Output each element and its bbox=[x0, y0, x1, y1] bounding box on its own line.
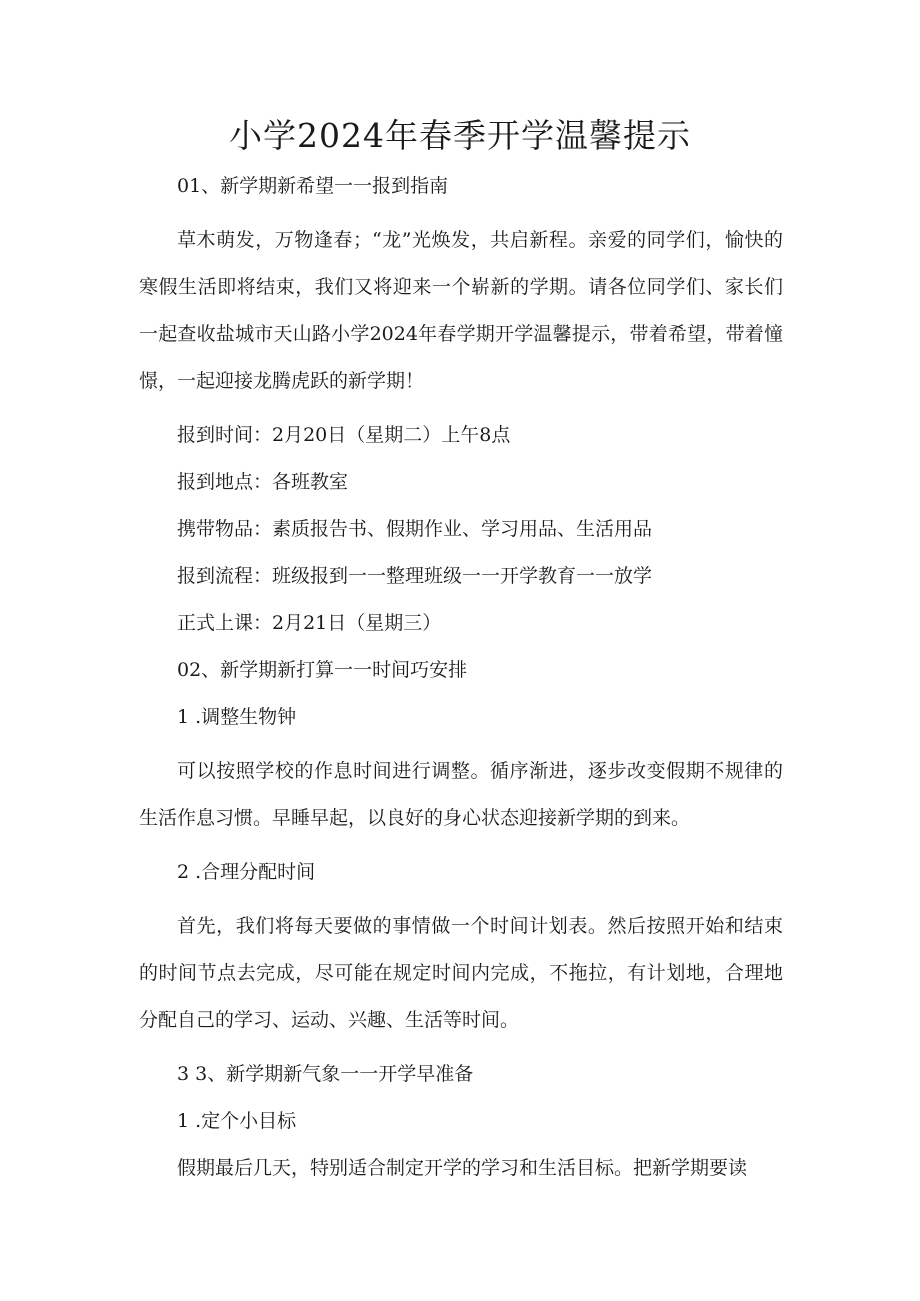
items-to-bring: 携带物品：素质报告书、假期作业、学习用品、生活用品 bbox=[177, 518, 653, 540]
subheading-body-clock: 1 .调整生物钟 bbox=[177, 706, 297, 728]
registration-time: 报到时间：2月20日（星期二）上午8点 bbox=[177, 424, 511, 446]
section-heading-schedule: 02、新学期新打算一一时间巧安排 bbox=[177, 659, 468, 681]
subheading-small-goal: 1 .定个小目标 bbox=[177, 1110, 297, 1132]
section-heading-registration: 01、新学期新希望一一报到指南 bbox=[177, 175, 449, 197]
document-title: 小学2024年春季开学温馨提示 bbox=[229, 116, 691, 155]
document-body bbox=[139, 170, 783, 1199]
subheading-time-allocation: 2 .合理分配时间 bbox=[177, 861, 316, 883]
paragraph-small-goal: 假期最后几天，特别适合制定开学的学习和生活目标。把新学期要读 bbox=[177, 1157, 748, 1179]
section-heading-preparation: 3 3、新学期新气象一一开学早准备 bbox=[177, 1063, 474, 1085]
paragraph-body-clock: 可以按照学校的作息时间进行调整。循序渐进，逐步改变假期不规律的生活作息习惯。早睡早起，以良好的身心状态迎接新学期的到来。 bbox=[139, 760, 783, 829]
class-start-date: 正式上课：2月21日（星期三） bbox=[177, 612, 442, 634]
registration-process: 报到流程：班级报到一一整理班级一一开学教育一一放学 bbox=[177, 565, 653, 587]
registration-location: 报到地点：各班教室 bbox=[177, 471, 349, 493]
paragraph-time-allocation: 首先，我们将每天要做的事情做一个时间计划表。然后按照开始和结束的时间节点去完成，尽可能在规定时间内完成，不拖拉，有计划地，合理地分配自己的学习、运动、兴趣、生活等时间。 bbox=[139, 915, 783, 1031]
paragraph-intro: 草木萌发，万物逢春；“龙”光焕发，共启新程。亲爱的同学们，愉快的寒假生活即将结束，我们又将迎来一个崭新的学期。请各位同学们、家长们一起查收盐城市天山路小学2024年春学期开学温馨提示，带着希望，带着憧憬，一起迎接龙腾虎跃的新学期！ bbox=[139, 229, 783, 392]
